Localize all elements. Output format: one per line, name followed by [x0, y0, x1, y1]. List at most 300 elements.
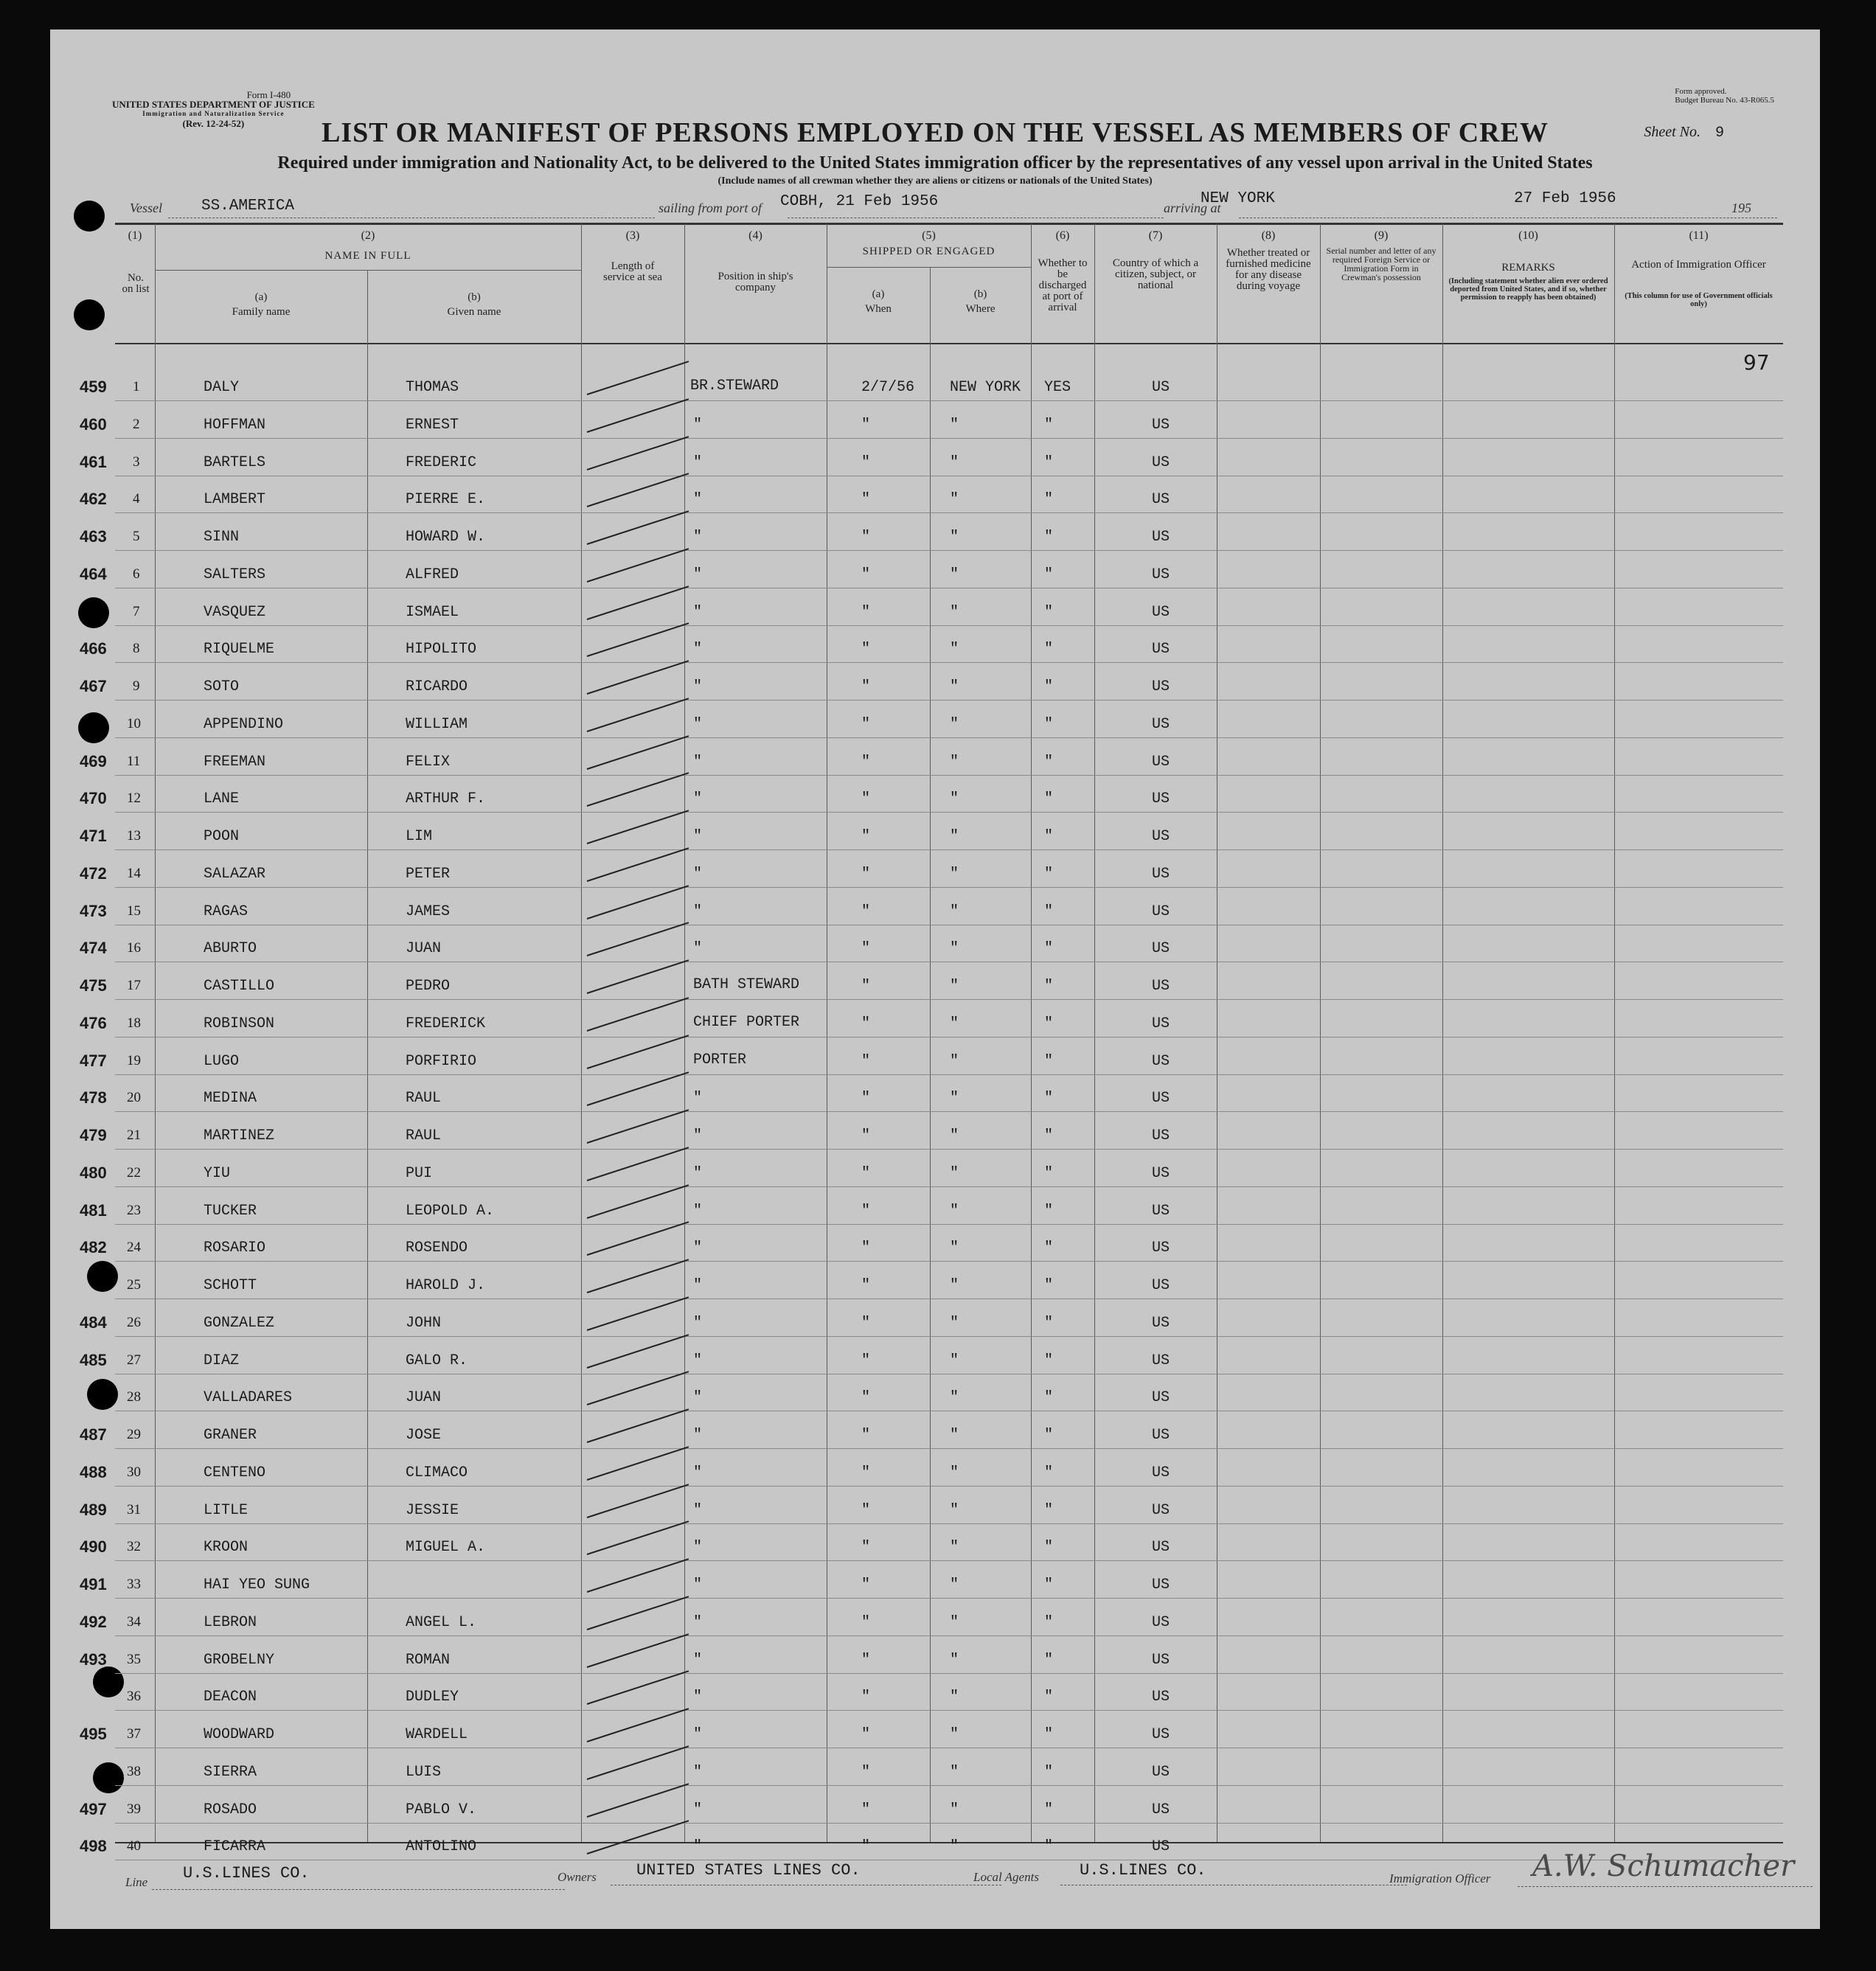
position: " [693, 940, 703, 958]
position: " [693, 1202, 703, 1220]
discharged: " [1044, 1763, 1054, 1781]
owners-label: Owners [557, 1870, 597, 1884]
shipped-when: " [861, 1164, 871, 1182]
country: US [1152, 903, 1170, 920]
row-rule [115, 1224, 1783, 1225]
given-name: ARTHUR F. [406, 790, 486, 808]
country: US [1152, 1314, 1170, 1332]
position: " [693, 416, 703, 434]
row-label: 484 [80, 1313, 107, 1332]
given-name: PEDRO [406, 978, 451, 995]
shipped-when: " [861, 1314, 871, 1332]
punch-hole [93, 1666, 124, 1697]
family-name: DEACON [204, 1689, 257, 1706]
shipped-where: " [950, 1015, 959, 1032]
discharged: " [1044, 1164, 1054, 1182]
family-name: GRANER [204, 1427, 257, 1444]
country: US [1152, 1763, 1170, 1781]
family-name: GROBELNY [204, 1651, 275, 1669]
col3-number: (3) [625, 229, 640, 242]
row-number: 40 [127, 1838, 141, 1854]
position: " [693, 1763, 703, 1781]
col4-header: Position in ship's company [718, 271, 793, 293]
row-label: 480 [80, 1163, 107, 1182]
shipped-when: " [861, 1389, 871, 1407]
position: " [693, 529, 703, 546]
row-number: 10 [127, 715, 141, 731]
service-length-mark [587, 922, 689, 956]
family-name: SIERRA [204, 1763, 257, 1781]
row-rule [115, 1635, 1783, 1636]
shipped-where: " [950, 678, 959, 695]
shipped-when: " [861, 1838, 871, 1856]
row-label: 461 [80, 452, 107, 471]
country: US [1152, 865, 1170, 883]
service-length-mark [587, 1708, 689, 1742]
shipped-where: " [950, 715, 959, 733]
given-name: RICARDO [406, 678, 468, 695]
sheet-label: Sheet No. [1644, 124, 1700, 140]
country: US [1152, 1464, 1170, 1481]
position: CHIEF PORTER [693, 1013, 800, 1031]
shipped-when: " [861, 1464, 871, 1481]
col11-note: (This column for use of Government officials only) [1625, 292, 1773, 308]
country: US [1152, 1613, 1170, 1631]
shipped-when: " [861, 1763, 871, 1781]
family-name: FREEMAN [204, 753, 266, 771]
row-number: 1 [133, 379, 140, 394]
sheet-value: 9 [1715, 125, 1724, 142]
row-number: 2 [133, 416, 140, 432]
family-name: LUGO [204, 1052, 240, 1070]
row-rule [115, 1261, 1783, 1262]
shipped-when: " [861, 641, 871, 658]
row-label: 473 [80, 901, 107, 920]
country: US [1152, 1277, 1170, 1294]
row-rule [115, 1785, 1783, 1786]
row-number: 20 [127, 1090, 141, 1106]
row-number: 24 [127, 1240, 141, 1256]
col6-header: Whether to be discharged at port of arrival [1038, 257, 1088, 313]
discharged: " [1044, 978, 1054, 995]
position: PORTER [693, 1051, 747, 1068]
row-number: 29 [127, 1427, 141, 1442]
given-name: FREDERICK [406, 1015, 486, 1032]
position: " [693, 1240, 703, 1257]
discharged: " [1044, 491, 1054, 509]
col7-header: Country of which a citizen, subject, or national [1112, 257, 1199, 291]
row-label: 463 [80, 527, 107, 546]
position: " [693, 1577, 703, 1593]
given-name: ANTOLINO [406, 1838, 477, 1856]
given-name: JESSIE [406, 1501, 459, 1519]
row-number: 28 [127, 1389, 141, 1405]
row-rule [115, 1598, 1783, 1599]
given-name: JOHN [406, 1314, 442, 1332]
shipped-where: " [950, 1127, 959, 1144]
position: " [693, 1613, 703, 1631]
row-number: 19 [127, 1052, 141, 1068]
given-name: JUAN [406, 1389, 442, 1407]
given-name: JUAN [406, 940, 442, 958]
family-name: SALTERS [204, 566, 266, 583]
country: US [1152, 1052, 1170, 1070]
family-name: MEDINA [204, 1090, 257, 1108]
shipped-when: " [861, 1202, 871, 1220]
shipped-when: " [861, 678, 871, 695]
family-name: SINN [204, 529, 240, 546]
country: US [1152, 1389, 1170, 1407]
service-length-mark [587, 1820, 689, 1854]
service-length-mark [587, 1408, 689, 1443]
country: US [1152, 491, 1170, 509]
shipped-where: " [950, 416, 959, 434]
col1-number: (1) [128, 229, 142, 242]
shipped-where: " [950, 1090, 959, 1108]
position: " [693, 1838, 703, 1856]
shipped-where: " [950, 978, 959, 995]
revision: (Rev. 12-24-52) [182, 118, 245, 129]
shipped-when: " [861, 1801, 871, 1818]
shipped-when: " [861, 753, 871, 771]
position: " [693, 491, 703, 509]
country: US [1152, 1801, 1170, 1818]
family-name: ROSARIO [204, 1240, 266, 1257]
given-name: LIM [406, 828, 433, 845]
service-length-mark [587, 1334, 689, 1369]
row-label: 474 [80, 939, 107, 958]
shipped-when: " [861, 1052, 871, 1070]
family-name: WOODWARD [204, 1726, 275, 1743]
service-length-mark [587, 1296, 689, 1331]
service-length-mark [587, 510, 689, 545]
position: " [693, 1726, 703, 1743]
given-name: ANGEL L. [406, 1613, 477, 1631]
row-rule [115, 438, 1783, 439]
family-name: DALY [204, 379, 240, 396]
family-name: TUCKER [204, 1202, 257, 1220]
shipped-where: " [950, 641, 959, 658]
given-name: MIGUEL A. [406, 1539, 486, 1557]
row-number: 14 [127, 865, 141, 881]
discharged: " [1044, 603, 1054, 621]
service-length-mark [587, 548, 689, 583]
shipped-when: " [861, 828, 871, 845]
shipped-where: " [950, 1726, 959, 1743]
discharged: " [1044, 1090, 1054, 1108]
given-name: PETER [406, 865, 451, 883]
row-label: 492 [80, 1612, 107, 1631]
row-number: 15 [127, 903, 141, 919]
shipped-where: " [950, 603, 959, 621]
row-number: 36 [127, 1689, 141, 1705]
row-rule [115, 550, 1783, 551]
position: " [693, 678, 703, 695]
row-label: 467 [80, 677, 107, 695]
row-number: 18 [127, 1015, 141, 1031]
position: " [693, 566, 703, 583]
shipped-where: " [950, 1277, 959, 1294]
row-number: 38 [127, 1763, 141, 1779]
discharged: " [1044, 1651, 1054, 1669]
position: " [693, 903, 703, 920]
row-rule [115, 849, 1783, 850]
family-name: APPENDINO [204, 715, 284, 733]
shipped-where: " [950, 903, 959, 920]
row-number: 4 [133, 491, 140, 507]
col9-number: (9) [1374, 229, 1389, 242]
family-name: LITLE [204, 1501, 249, 1519]
country: US [1152, 715, 1170, 733]
position: " [693, 715, 703, 733]
row-label: 471 [80, 827, 107, 845]
country: US [1152, 1838, 1170, 1856]
row-rule [115, 1673, 1783, 1674]
officer-signature: A.W. Schumacher [1532, 1849, 1795, 1883]
shipped-where: " [950, 1240, 959, 1257]
country: US [1152, 1127, 1170, 1144]
discharged: " [1044, 1801, 1054, 1818]
col10-note: (Including statement whether alien ever ordered deported from United States, and if so, whether permission to reapply has been obtained) [1448, 277, 1608, 302]
discharged: " [1044, 1464, 1054, 1481]
row-label: 479 [80, 1126, 107, 1144]
discharged: " [1044, 1202, 1054, 1220]
row-label: 487 [80, 1425, 107, 1444]
family-name: POON [204, 828, 240, 845]
family-name: CENTENO [204, 1464, 266, 1481]
col5b-number: (b) [973, 288, 987, 300]
given-name: JAMES [406, 903, 451, 920]
position: " [693, 641, 703, 658]
row-label: 497 [80, 1799, 107, 1818]
row-label: 478 [80, 1088, 107, 1108]
country: US [1152, 978, 1170, 995]
line-label: Line [125, 1875, 148, 1889]
country: US [1152, 828, 1170, 845]
position: " [693, 1464, 703, 1481]
row-number: 13 [127, 828, 141, 844]
country: US [1152, 529, 1170, 546]
position: " [693, 1539, 703, 1557]
service-length-mark [587, 1633, 689, 1668]
discharged: " [1044, 678, 1054, 695]
country: US [1152, 1689, 1170, 1706]
given-name: ROSENDO [406, 1240, 468, 1257]
country: US [1152, 1501, 1170, 1519]
country: US [1152, 1651, 1170, 1669]
row-number: 26 [127, 1314, 141, 1330]
service-length-mark [587, 473, 689, 507]
given-name: RAUL [406, 1127, 442, 1144]
row-rule [115, 1186, 1783, 1187]
agents-value: U.S.LINES CO. [1080, 1861, 1206, 1880]
service: Immigration and Naturalization Service [142, 110, 285, 117]
instruction-note: (Include names of all crewman whether they are aliens or citizens or nationals of the United States) [718, 175, 1153, 187]
row-label: 470 [80, 789, 107, 808]
col2-number: (2) [361, 229, 375, 242]
country: US [1152, 1015, 1170, 1032]
row-rule [115, 512, 1783, 513]
manifest-sheet [50, 29, 1820, 1929]
discharged: " [1044, 1501, 1054, 1519]
country: US [1152, 753, 1170, 771]
position: " [693, 1314, 703, 1332]
row-rule [115, 625, 1783, 626]
service-length-mark [587, 398, 689, 433]
col2b-number: (b) [468, 291, 481, 303]
service-length-mark [587, 1184, 689, 1219]
shipped-when: " [861, 1689, 871, 1706]
row-number: 3 [133, 453, 140, 470]
family-name: LANE [204, 790, 240, 808]
shipped-when: " [861, 1015, 871, 1032]
service-length-mark [587, 1484, 689, 1518]
row-rule [115, 662, 1783, 663]
punch-hole [78, 712, 109, 743]
given-name: LEOPOLD A. [406, 1202, 495, 1220]
sailing-label: sailing from port of [659, 201, 762, 215]
service-length-mark [587, 1371, 689, 1405]
service-length-mark [587, 735, 689, 770]
shipped-where: " [950, 1577, 959, 1593]
position: " [693, 1427, 703, 1444]
family-name: KROON [204, 1539, 249, 1557]
shipped-when: " [861, 790, 871, 808]
service-length-mark [587, 1670, 689, 1705]
discharged: " [1044, 641, 1054, 658]
row-number: 34 [127, 1613, 141, 1630]
punch-hole [74, 299, 105, 330]
discharged: " [1044, 1838, 1054, 1856]
service-length-mark [587, 1259, 689, 1293]
col3-header: Length of service at sea [603, 260, 662, 283]
family-name: ROSADO [204, 1801, 257, 1818]
given-name: FREDERIC [406, 453, 477, 471]
col5b-header: Where [965, 303, 996, 315]
family-name: CASTILLO [204, 978, 275, 995]
discharged: " [1044, 1277, 1054, 1294]
row-number: 6 [133, 566, 140, 582]
shipped-where: " [950, 453, 959, 471]
service-length-mark [587, 361, 689, 395]
arriving-label: arriving at [1164, 201, 1221, 215]
form-approved: Form approved. [1675, 87, 1727, 96]
col11-number: (11) [1689, 229, 1709, 242]
row-number: 9 [133, 678, 140, 694]
col5a-header: When [865, 303, 892, 315]
col7-number: (7) [1148, 229, 1163, 242]
position: " [693, 1801, 703, 1818]
punch-hole [87, 1379, 118, 1410]
row-label: 464 [80, 564, 107, 583]
shipped-where: " [950, 828, 959, 845]
row-rule [115, 1486, 1783, 1487]
given-name: DUDLEY [406, 1689, 459, 1706]
officer-label: Immigration Officer [1389, 1871, 1491, 1885]
position: " [693, 753, 703, 771]
row-number: 25 [127, 1277, 141, 1293]
shipped-where: " [950, 1389, 959, 1407]
discharged: YES [1044, 379, 1071, 396]
shipped-when: " [861, 1539, 871, 1557]
shipped-where: " [950, 1763, 959, 1781]
service-length-mark [587, 660, 689, 695]
row-rule [115, 812, 1783, 813]
discharged: " [1044, 529, 1054, 546]
shipped-when: " [861, 940, 871, 958]
family-name: MARTINEZ [204, 1127, 275, 1144]
line-value: U.S.LINES CO. [183, 1864, 310, 1883]
given-name: PABLO V. [406, 1801, 477, 1818]
shipped-when: " [861, 416, 871, 434]
discharged: " [1044, 1689, 1054, 1706]
row-number: 33 [127, 1577, 141, 1592]
row-rule [115, 400, 1783, 401]
row-rule [115, 1448, 1783, 1449]
shipped-where: " [950, 491, 959, 509]
arrival-port: NEW YORK [1201, 190, 1275, 207]
department: UNITED STATES DEPARTMENT OF JUSTICE [112, 99, 315, 110]
given-name: CLIMACO [406, 1464, 468, 1481]
shipped-where: " [950, 790, 959, 808]
row-number: 8 [133, 641, 140, 657]
form-number: Form I-480 [246, 89, 291, 100]
shipped-when: " [861, 603, 871, 621]
country: US [1152, 379, 1170, 396]
col10-number: (10) [1518, 229, 1538, 242]
punch-hole [74, 201, 105, 232]
row-label: 491 [80, 1575, 107, 1593]
discharged: " [1044, 828, 1054, 845]
given-name: RAUL [406, 1090, 442, 1108]
shipped-when: " [861, 566, 871, 583]
given-name: HAROLD J. [406, 1277, 486, 1294]
row-number: 16 [127, 940, 141, 956]
given-name: PIERRE E. [406, 491, 486, 509]
row-label: 459 [80, 378, 107, 396]
discharged: " [1044, 903, 1054, 920]
discharged: " [1044, 1127, 1054, 1144]
shipped-where: " [950, 1314, 959, 1332]
row-label: 495 [80, 1725, 107, 1743]
agents-label: Local Agents [973, 1870, 1039, 1884]
punch-hole [78, 597, 109, 628]
family-name: ROBINSON [204, 1015, 275, 1032]
service-length-mark [587, 1071, 689, 1106]
shipped-when: " [861, 1240, 871, 1257]
discharged: " [1044, 1539, 1054, 1557]
row-number: 35 [127, 1651, 141, 1667]
shipped-when: " [861, 491, 871, 509]
shipped-when: " [861, 865, 871, 883]
family-name: GONZALEZ [204, 1314, 275, 1332]
discharged: " [1044, 1052, 1054, 1070]
position: " [693, 603, 703, 621]
shipped-where: " [950, 529, 959, 546]
row-label: 488 [80, 1462, 107, 1481]
discharged: " [1044, 1352, 1054, 1369]
family-name: ABURTO [204, 940, 257, 958]
row-rule [115, 700, 1783, 701]
row-number: 30 [127, 1464, 141, 1480]
given-name: JOSE [406, 1427, 442, 1444]
shipped-when: " [861, 529, 871, 546]
row-number: 7 [133, 603, 140, 619]
shipped-when: 2/7/56 [861, 379, 915, 396]
shipped-where: " [950, 1651, 959, 1669]
country: US [1152, 453, 1170, 471]
year-suffix: 195 [1731, 201, 1751, 215]
